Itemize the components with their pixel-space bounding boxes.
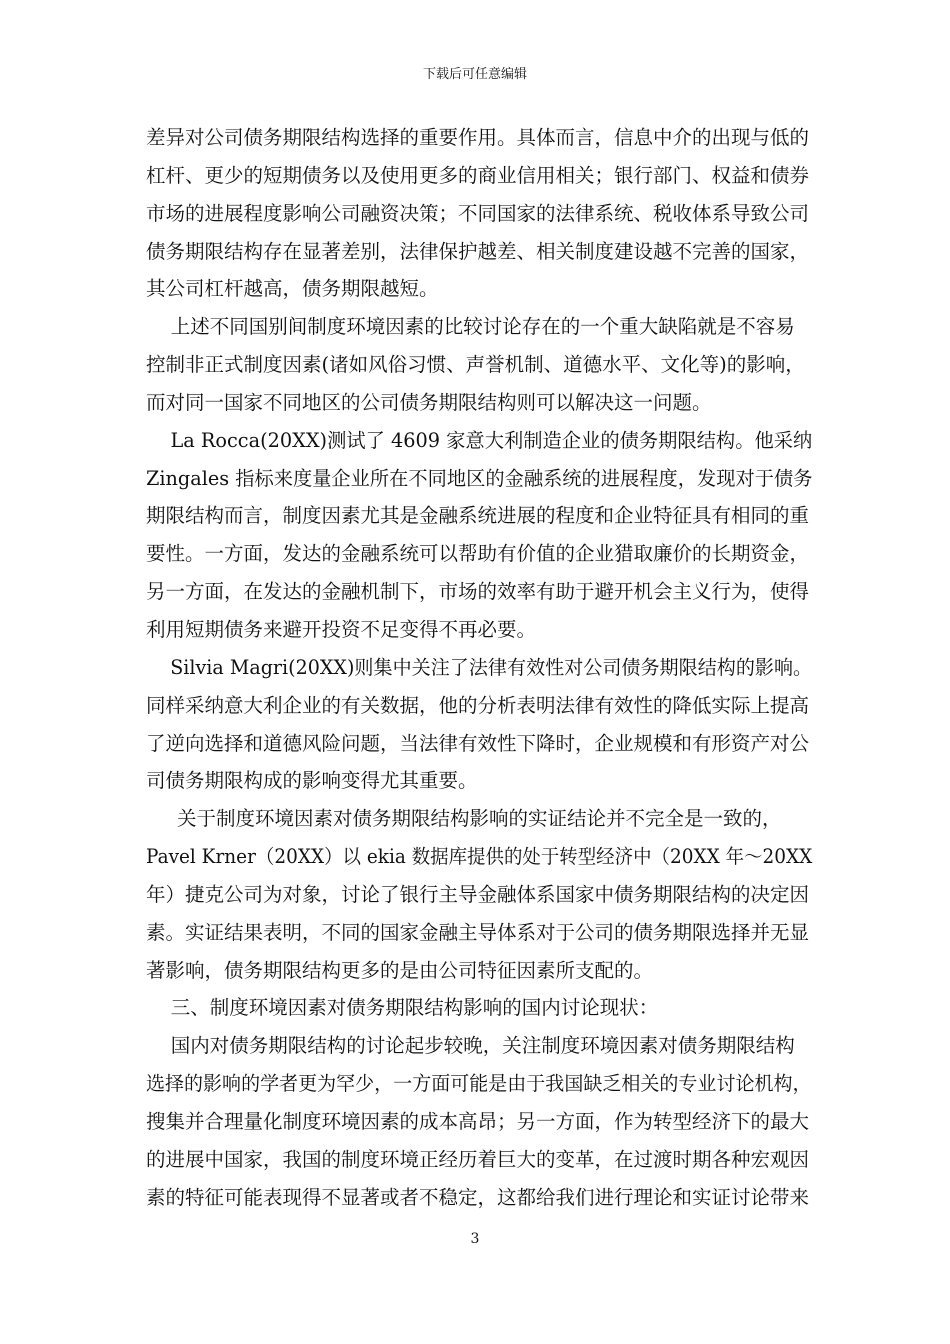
- text-line: 同样采纳意大利企业的有关数据，他的分析表明法律有效性的降低实际上提高: [146, 693, 810, 717]
- text-line: 其公司杠杆越高，债务期限越短。: [146, 277, 439, 301]
- text-line: 期限结构而言，制度因素尤其是金融系统进展的程度和企业特征具有相同的重: [146, 504, 810, 528]
- text-line: 了逆向选择和道德风险问题，当法律有效性下降时，企业规模和有形资产对公: [146, 731, 810, 755]
- text-line: 搜集并合理量化制度环境因素的成本高昂；另一方面，作为转型经济下的最大: [146, 1109, 810, 1133]
- text-line: Silvia Magri(20XX)则集中关注了法律有效性对公司债务期限结构的影响。: [146, 655, 813, 679]
- text-line: 差异对公司债务期限结构选择的重要作用。具体而言，信息中介的出现与低的: [146, 126, 810, 149]
- text-line: 年）捷克公司为对象，讨论了银行主导金融体系国家中债务期限结构的决定因: [146, 882, 810, 906]
- text-line: 关于制度环境因素对债务期限结构影响的实证结论并不完全是一致的，: [146, 807, 782, 831]
- text-line: La Rocca(20XX)测试了 4609 家意大利制造企业的债务期限结构。他采纳: [146, 428, 813, 452]
- text-line: Pavel Krner（20XX）以 ekia 数据库提供的处于转型经济中（20XX 年～20XX: [146, 845, 813, 869]
- text-line: 要性。一方面，发达的金融系统可以帮助有价值的企业猎取廉价的长期资金，: [146, 542, 810, 566]
- text-line: 三、制度环境因素对债务期限结构影响的国内讨论现状：: [146, 996, 659, 1020]
- text-line: 而对同一国家不同地区的公司债务期限结构则可以解决这一问题。: [146, 390, 712, 414]
- text-line: 债务期限结构存在显著差别，法律保护越差、相关制度建设越不完善的国家，: [146, 239, 810, 263]
- page-number: 3: [470, 1231, 480, 1247]
- text-line: 控制非正式制度因素(诸如风俗习惯、声誉机制、道德水平、文化等)的影响，: [146, 353, 805, 377]
- text-line: 选择的影响的学者更为罕少，一方面可能是由于我国缺乏相关的专业讨论机构，: [146, 1072, 812, 1096]
- page-header: 下载后可任意编辑: [422, 67, 527, 82]
- text-line: 素的特征可能表现得不显著或者不稳定，这都给我们进行理论和实证讨论带来: [146, 1185, 810, 1209]
- text-line: 司债务期限构成的影响变得尤其重要。: [146, 769, 478, 793]
- text-line: 著影响，债务期限结构更多的是由公司特征因素所支配的。: [146, 958, 654, 982]
- text-line: 上述不同国别间制度环境因素的比较讨论存在的一个重大缺陷就是不容易: [146, 315, 795, 339]
- text-line: 的进展中国家，我国的制度环境正经历着巨大的变革，在过渡时期各种宏观因: [146, 1147, 810, 1171]
- text-line: 素。实证结果表明，不同的国家金融主导体系对于公司的债务期限选择并无显: [146, 920, 810, 944]
- text-line: 另一方面，在发达的金融机制下，市场的效率有助于避开机会主义行为，使得: [146, 580, 810, 604]
- text-line: 市场的进展程度影响公司融资决策；不同国家的法律系统、税收体系导致公司: [146, 201, 810, 225]
- text-line: Zingales 指标来度量企业所在不同地区的金融系统的进展程度，发现对于债务: [146, 466, 813, 490]
- document-body: [146, 119, 812, 1216]
- text-line: 杠杆、更少的短期债务以及使用更多的商业信用相关；银行部门、权益和债券: [146, 163, 810, 187]
- text-line: 利用短期债务来避开投资不足变得不再必要。: [146, 617, 537, 641]
- text-line: 国内对债务期限结构的讨论起步较晚，关注制度环境因素对债务期限结构: [146, 1034, 795, 1058]
